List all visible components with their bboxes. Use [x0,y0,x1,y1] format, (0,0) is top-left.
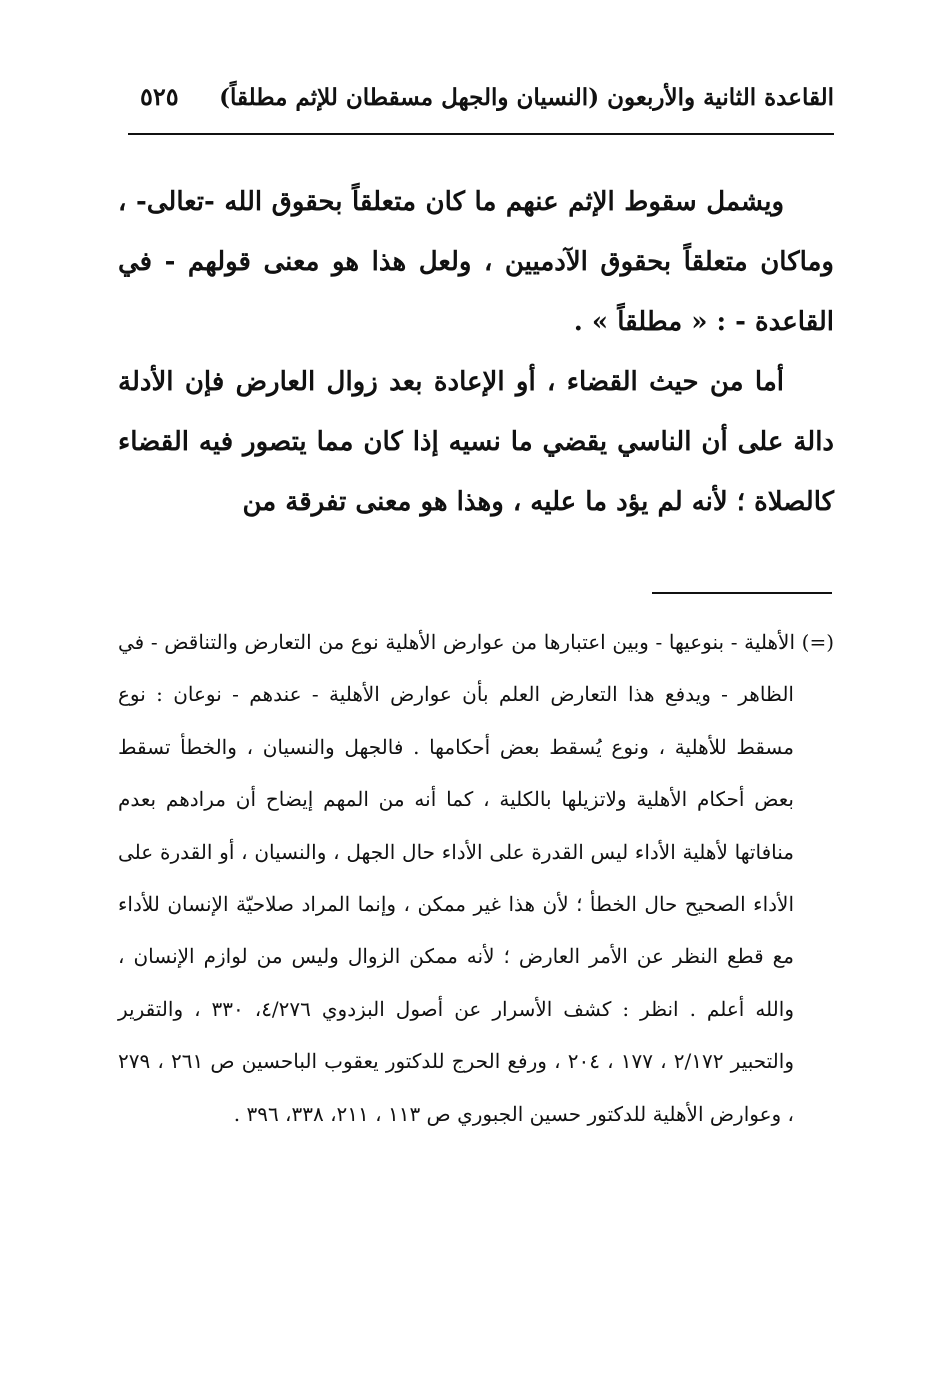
footnote-divider [652,592,832,594]
footnote-text: (=) الأهلية - بنوعيها - وبين اعتبارها من عوارض الأهلية نوع من التعارض والتناقض - في الظاهر - ويدفع هذا التعارض العلم بأن عوارض الأهلية - عندهم - نوعان : نوع مسقط للأهلية ، ونوع يُسقط بعض أحكامها . فالجهل والنسيان ، والخطأ تسقط بعض أحكام الأهلية ولاتزيلها بالكلية ، كما أنه من المهم إيضاح أن مرادهم بعدم منافاتها لأهلية الأداء ليس القدرة على الأداء حال الجهل ، والنسيان ، أو القدرة على الأداء الصحيح حال الخطأ ؛ لأن هذا غير ممكن ، وإنما المراد صلاحيّة الإنسان للأداء مع قطع النظر عن الأمر العارض ؛ لأنه ممكن الزوال وليس من لوازم الإنسان ، والله أعلم . انظر : كشف الأسرار عن أصول البزدوي ٤/٢٧٦، ٣٣٠ ، والتقرير والتحبير ٢/١٧٢ ، ١٧٧ ، ٢٠٤ ، ورفع الحرج للدكتور يعقوب الباحسين ص ٢٦١ ، ٢٧٩ ، وعوارض الأهلية للدكتور حسين الجبوري ص ١١٣ ، ٢١١، ٣٣٨، ٣٩٦ . [118,630,834,1126]
paragraph-1: ويشمل سقوط الإثم عنهم ما كان متعلقاً بحقوق الله -تعالى- ، وماكان متعلقاً بحقوق الآدميين ، ولعل هذا هو معنى قولهم - في القاعدة - : « مطلقاً » . [118,187,834,337]
header-title: القاعدة الثانية والأربعون (النسيان والجهل مسقطان للإثم مطلقاً) [219,84,834,111]
page-number: ٥٢٥ [140,82,179,111]
main-text [118,172,834,532]
header-divider [128,133,834,135]
footnote [118,616,834,1140]
running-header [128,80,834,124]
paragraph-2: أما من حيث القضاء ، أو الإعادة بعد زوال العارض فإن الأدلة دالة على أن الناسي يقضي ما نسيه إذا كان مما يتصور فيه القضاء كالصلاة ؛ لأنه لم يؤد ما عليه ، وهذا هو معنى تفرقة من [118,367,834,517]
